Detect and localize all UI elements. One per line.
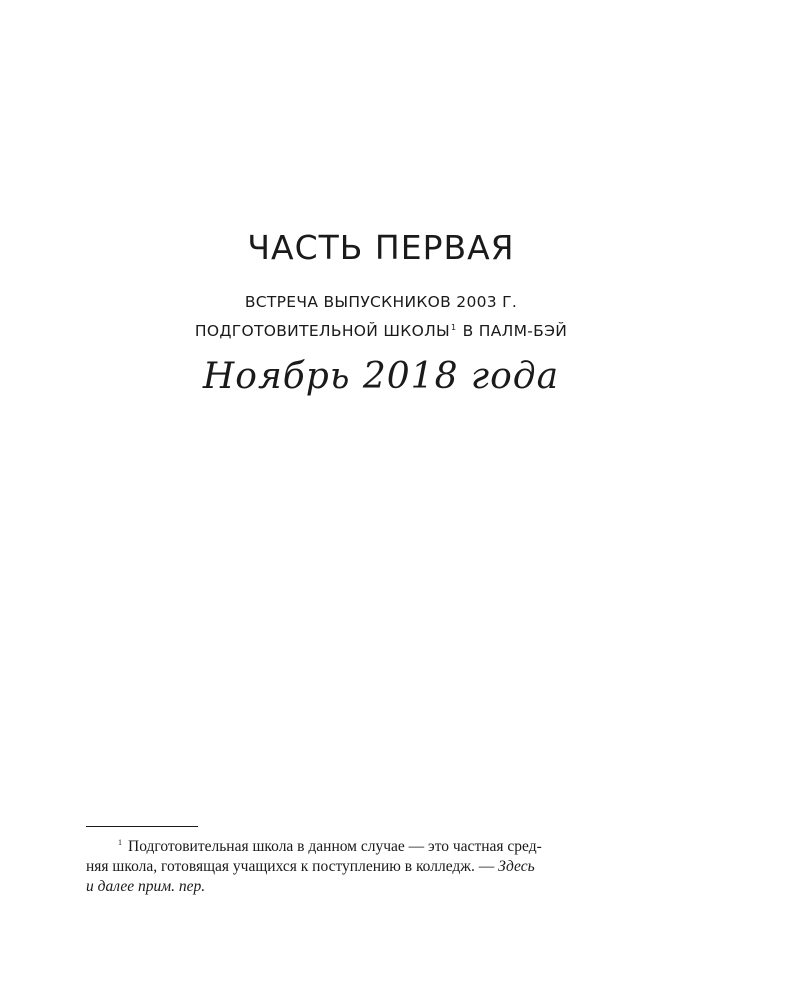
footnote-line-3 bbox=[86, 877, 682, 897]
footnote bbox=[86, 833, 682, 897]
footnote-line-2 bbox=[86, 857, 682, 877]
part-subtitle bbox=[0, 290, 762, 344]
footnote-divider bbox=[86, 826, 198, 827]
subtitle-line-2-text: ПОДГОТОВИТЕЛЬНОЙ ШКОЛЫ bbox=[194, 322, 451, 340]
subtitle-line-2-tail: В ПАЛМ-БЭЙ bbox=[457, 322, 568, 340]
footnote-line-3-italic: и далее прим. пер. bbox=[86, 878, 206, 895]
date-script-heading: Ноябрь 2018 года bbox=[202, 356, 560, 397]
footnote-line-2-italic: Здесь bbox=[498, 858, 535, 875]
subtitle-line-1: ВСТРЕЧА ВЫПУСКНИКОВ 2003 Г. bbox=[244, 293, 518, 311]
subtitle-line-2 bbox=[0, 315, 762, 344]
footnote-marker: 1 bbox=[118, 838, 122, 847]
footnote-line-1-text: Подготовительная школа в данном случае — это частная сред- bbox=[128, 838, 542, 855]
part-title: ЧАСТЬ ПЕРВАЯ bbox=[247, 228, 515, 267]
footnote-reference: 1 bbox=[451, 323, 457, 332]
footnote-line-2-text: няя школа, готовящая учащихся к поступлению в колледж. — bbox=[86, 858, 499, 875]
footnote-line-1 bbox=[86, 833, 682, 857]
